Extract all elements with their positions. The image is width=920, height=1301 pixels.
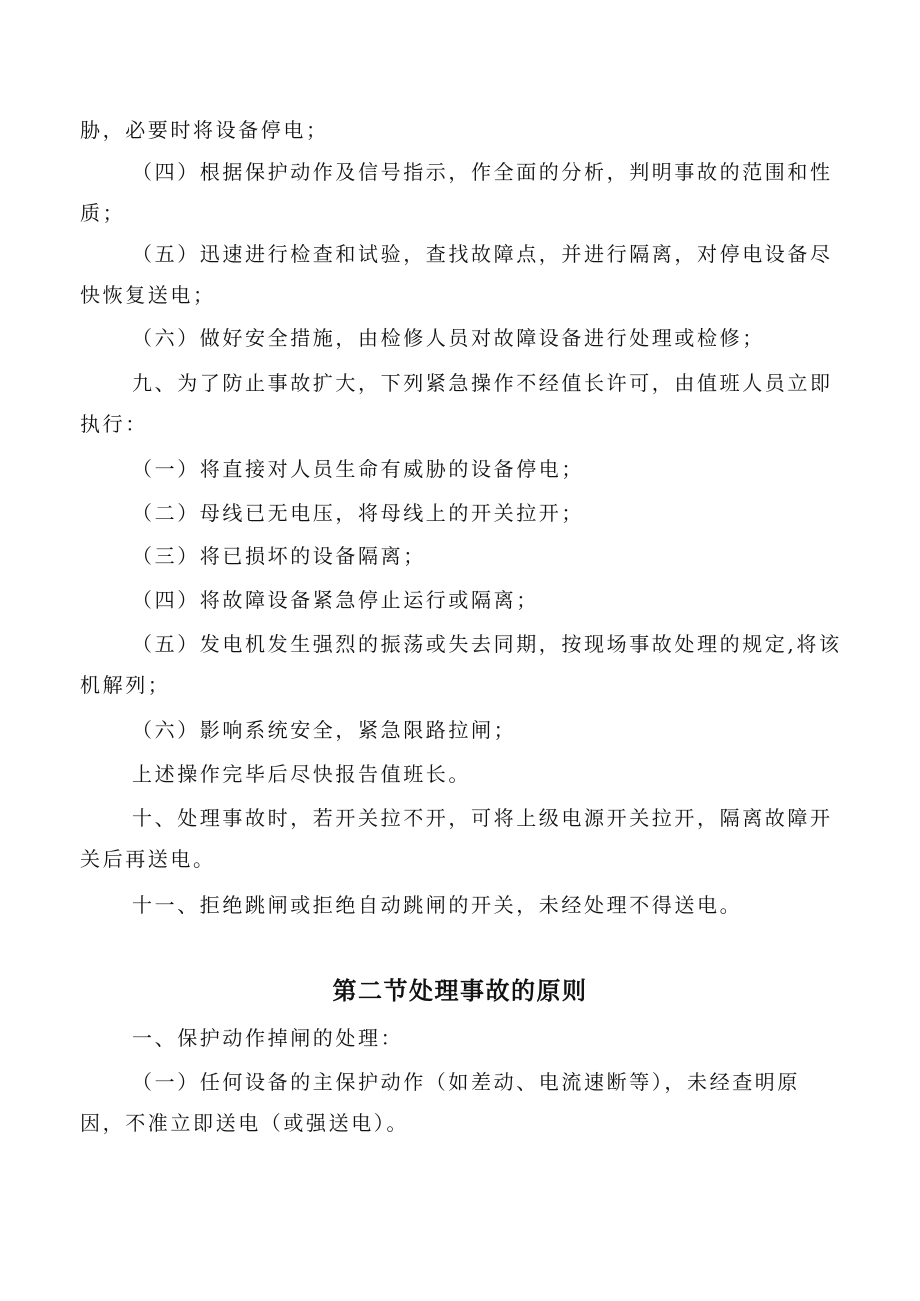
paragraph-section-item-1: （一）任何设备的主保护动作（如差动、电流速断等），未经查明原因，不准立即送电（或强送电）。 <box>80 1070 800 1135</box>
paragraph-emergency-4: （四）将故障设备紧急停止运行或隔离； <box>132 588 539 612</box>
paragraph-continuation: 胁，必要时将设备停电； <box>80 118 329 142</box>
paragraph-section-intro: 一、保护动作掉闸的处理： <box>132 1026 404 1050</box>
paragraph-emergency-3: （三）将已损坏的设备隔离； <box>132 544 426 568</box>
paragraph-emergency-2: （二）母线已无电压，将母线上的开关拉开； <box>132 501 584 525</box>
paragraph-emergency-5: （五）发电机发生强烈的振荡或失去同期，按现场事故处理的规定,将该机解列； <box>80 632 842 697</box>
paragraph-article-10: 十、处理事故时，若开关拉不开，可将上级电源开关拉开，隔离故障开关后再送电。 <box>80 806 833 871</box>
paragraph-item-5-inspection: （五）迅速进行检查和试验，查找故障点，并进行隔离，对停电设备尽快恢复送电； <box>80 242 833 307</box>
paragraph-article-9: 九、为了防止事故扩大，下列紧急操作不经值长许可，由值班人员立即执行： <box>80 371 833 436</box>
paragraph-article-11: 十一、拒绝跳闸或拒绝自动跳闸的开关，未经处理不得送电。 <box>132 893 743 917</box>
paragraph-item-6-safety: （六）做好安全措施，由检修人员对故障设备进行处理或检修； <box>132 326 765 350</box>
section-heading: 第二节处理事故的原则 <box>332 976 588 1005</box>
paragraph-emergency-6: （六）影响系统安全，紧急限路拉闸； <box>132 718 517 742</box>
paragraph-emergency-1: （一）将直接对人员生命有威胁的设备停电； <box>132 457 584 481</box>
paragraph-report-note: 上述操作完毕后尽快报告值班长。 <box>132 762 471 786</box>
paragraph-item-4-analysis: （四）根据保护动作及信号指示，作全面的分析，判明事故的范围和性质； <box>80 160 833 225</box>
